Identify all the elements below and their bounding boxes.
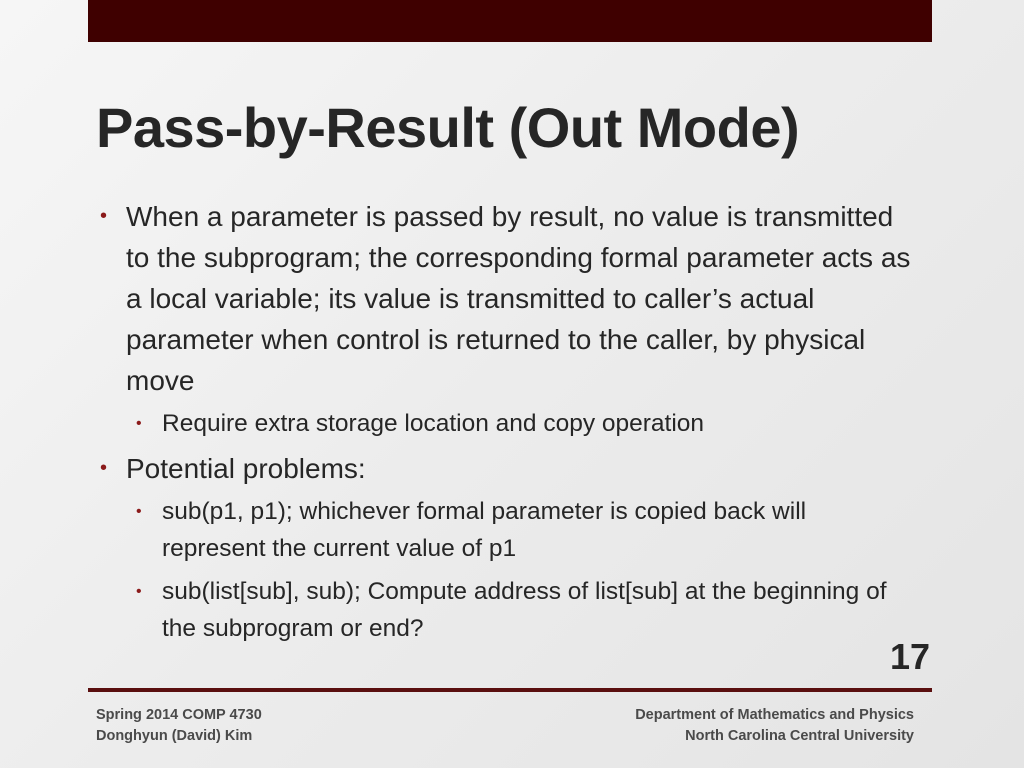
footer-university: North Carolina Central University xyxy=(685,728,914,744)
bullet-text: Potential problems: xyxy=(126,453,366,484)
bullet-icon: • xyxy=(136,415,142,432)
bullet-item xyxy=(96,196,916,401)
bullet-text: When a parameter is passed by result, no value is transmitted to the subprogram; the corresponding formal parameter acts as a local variable; its value is transmitted to caller’s actual parameter when control is returned to the caller, by physical move xyxy=(126,201,911,396)
slide-content xyxy=(96,196,916,653)
sub-bullet-item xyxy=(96,573,916,647)
sub-bullet-text: Require extra storage location and copy operation xyxy=(162,410,705,437)
sub-bullet-item xyxy=(96,493,916,567)
footer-divider xyxy=(88,688,932,692)
sub-bullet-text: sub(list[sub], sub); Compute address of list[sub] at the beginning of the subprogram or end? xyxy=(162,578,887,642)
footer-course-info xyxy=(96,705,262,747)
sub-bullet-text: sub(p1, p1); whichever formal parameter is copied back will represent the current value of p1 xyxy=(162,498,807,562)
bullet-icon: • xyxy=(100,205,108,227)
bullet-item xyxy=(96,448,916,489)
bullet-icon: • xyxy=(136,503,142,520)
bullet-icon: • xyxy=(100,457,108,479)
footer-instructor: Donghyun (David) Kim xyxy=(96,728,253,744)
slide-number: 17 xyxy=(889,636,930,677)
footer-department: Department of Mathematics and Physics xyxy=(635,707,914,723)
footer-course: Spring 2014 COMP 4730 xyxy=(96,707,262,723)
bullet-icon: • xyxy=(136,583,142,600)
sub-bullet-item xyxy=(96,405,916,442)
footer-institution-info xyxy=(635,705,914,747)
slide-title: Pass-by-Result (Out Mode) xyxy=(96,96,800,159)
header-bar xyxy=(88,0,932,42)
